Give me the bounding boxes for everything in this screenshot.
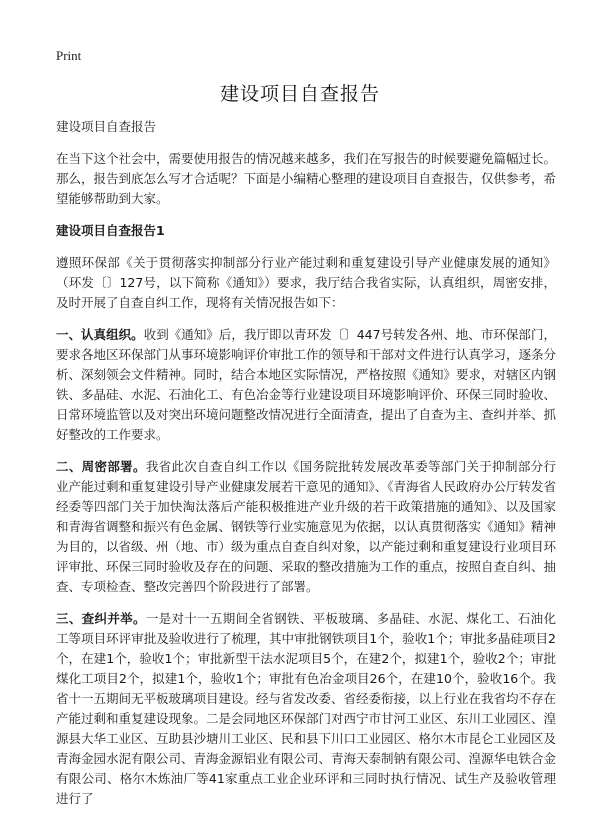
opening-paragraph: 遵照环保部《关于贯彻落实抑制部分行业产能过剩和重复建设引导产业健康发展的通知》（环发〔〕127号，以下简称《通知》）要求，我厅结合我省实际，认真组织，周密安排，及时开展了自查自纠工作，现将有关情况报告如下： <box>56 255 556 310</box>
print-label[interactable]: Print <box>56 48 82 63</box>
point-paragraph-2 <box>56 457 556 597</box>
point-paragraph-3 <box>56 609 556 809</box>
point-lead-3: 三、查纠并举。 <box>56 611 146 626</box>
point-lead-1: 一、认真组织。 <box>56 327 144 342</box>
document-title: 建设项目自查报告 <box>219 83 380 105</box>
intro-paragraph: 在当下这个社会中，需要使用报告的情况越来越多，我们在写报告的时候要避免篇幅过长。那么，报告到底怎么写才合适呢？下面是小编精心整理的建设项目自查报告，仅供参考，希望能够帮助到大家。 <box>56 151 557 206</box>
point-paragraph-1 <box>56 325 556 445</box>
document-body <box>56 117 556 821</box>
point-body-3: 一是对十一五期间全省钢铁、平板玻璃、多晶硅、水泥、煤化工、石油化工等项目环评审批及验收进行了梳理，其中审批钢铁项目1个，验收1个；审批多晶硅项目2个，在建1个，验收1个；审批新型干法水泥项目5个，在建2个，拟建1个，验收2个；审批煤化工项目2个，拟建1个，验收1个；审批有色冶金项目26个，在建10个，验收16个。我省十一五期间无平板玻璃项目建设。经与省发改委、省经委衔接，以上行业在我省均不存在产能过剩和重复建设现象。二是会同地区环保部门对西宁市甘河工业区、东川工业园区、湟源县大华工业区、互助县沙塘川工业区、民和县下川口工业园区、格尔木市昆仑工业园区及青海金园水泥有限公司、青海金源铝业有限公司、青海天泰制钠有限公司、湟源华电铁合金有限公司、格尔木炼油厂等41家重点工业企业环评和三同时执行情况、试生产及验收管理进行了 <box>56 611 557 806</box>
document-subtitle: 建设项目自查报告 <box>56 119 157 134</box>
point-body-1: 收到《通知》后，我厅即以青环发〔〕447号转发各州、地、市环保部门，要求各地区环保部门从事环境影响评价审批工作的领导和干部对文件进行认真学习，逐条分析、深刻领会文件精神。同时，结合本地区实际情况，严格按照《通知》要求，对辖区内钢铁、多晶硅、水泥、石油化工、有色冶金等行业建设项目环境影响评价、环保三同时验收、日常环境监管以及对突出环境问题整改情况进行全面清查，提出了自查为主、查纠并举、抓好整改的工作要求。 <box>56 327 557 442</box>
point-lead-2: 二、周密部署。 <box>56 459 146 474</box>
point-body-2: 我省此次自查自纠工作以《国务院批转发展改革委等部门关于抑制部分行业产能过剩和重复建设引导产业健康发展若干意见的通知》、《青海省人民政府办公厅转发省经委等四部门关于加快淘汰落后产能积极推进产业升级的若干政策措施的通知》、以及国家和青海省调整和振兴有色金属、钢铁等行业实施意见为依据，以认真贯彻落实《通知》精神为目的，以省级、州（地、市）级为重点自查自纠对象，以产能过剩和重复建设行业项目环评审批、环保三同时验收及存在的问题、采取的整改措施为工作的重点，按照自查自纠、抽查、专项检查、整改完善四个阶段进行了部署。 <box>56 459 557 594</box>
section-heading: 建设项目自查报告1 <box>56 223 165 238</box>
